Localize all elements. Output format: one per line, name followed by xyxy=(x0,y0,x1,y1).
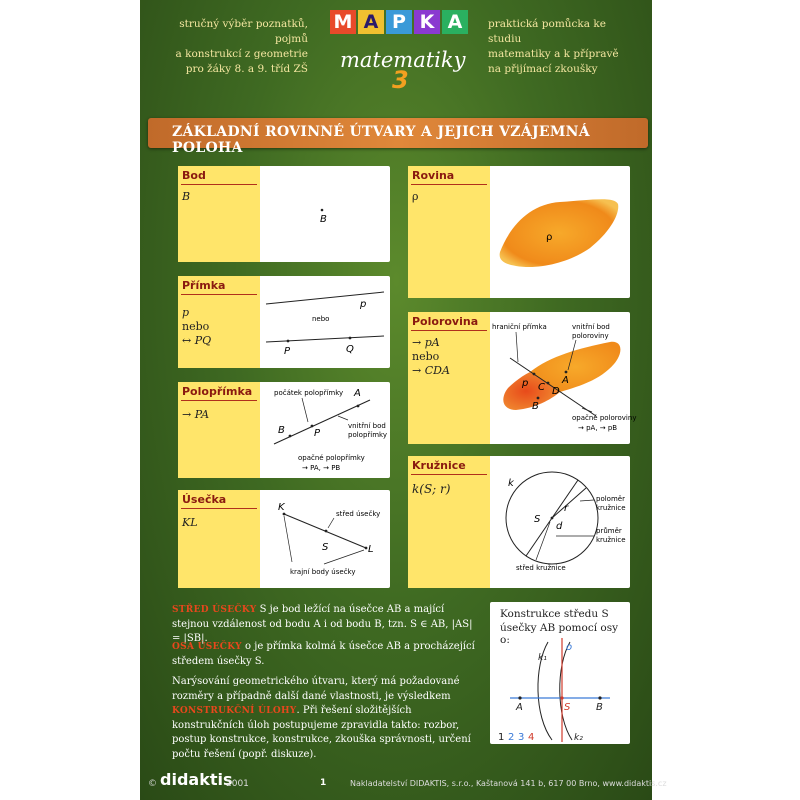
card-title: Polopřímka xyxy=(182,385,253,398)
card-notation: k(S; r) xyxy=(412,482,451,496)
highlight-term: KONSTRUKČNÍ ÚLOHY xyxy=(172,706,297,716)
rovina-figure xyxy=(490,166,630,298)
fig-label: opačné polopřímky xyxy=(298,454,365,462)
card-label xyxy=(408,312,490,444)
fig-label: p xyxy=(522,378,529,389)
step-number: 2 xyxy=(508,732,515,743)
card-label xyxy=(408,166,490,298)
card-label xyxy=(408,456,490,588)
fig-label: S xyxy=(534,514,541,525)
fig-label: poloměr xyxy=(596,495,625,503)
card-notation: nebo xyxy=(182,320,210,333)
card-notation: nebo xyxy=(412,350,440,363)
header-left-line: stručný výběr poznatků, pojmů xyxy=(179,18,308,45)
card-rovina xyxy=(408,166,630,298)
step-number: 3 xyxy=(518,732,525,743)
title-rule xyxy=(411,474,487,475)
fig-label: P xyxy=(314,428,321,439)
card-kruznice xyxy=(408,456,630,588)
title-rule xyxy=(181,294,257,295)
highlight-term: OSA ÚSEČKY xyxy=(172,642,242,652)
fig-label: A xyxy=(562,375,569,386)
fig-label: S xyxy=(322,542,329,553)
fig-label: B xyxy=(278,425,285,436)
fig-label: B xyxy=(320,214,327,225)
logo-letter: A xyxy=(442,10,468,34)
page-number: 1 xyxy=(320,778,327,788)
fig-label: d xyxy=(556,521,563,532)
logo-letter: K xyxy=(414,10,440,34)
copyright-symbol: © xyxy=(148,779,157,789)
card-label xyxy=(178,490,260,588)
card-notation: ρ xyxy=(412,190,419,203)
fig-label: o xyxy=(566,642,573,653)
fig-label: B xyxy=(596,702,603,713)
title-rule xyxy=(181,508,257,509)
card-title: Úsečka xyxy=(182,493,227,506)
card-notation: KL xyxy=(182,516,198,529)
fig-label: A xyxy=(516,702,523,713)
card-label xyxy=(178,276,260,368)
construction-title-line1: Konstrukce středu S xyxy=(500,608,609,620)
logo-letter: A xyxy=(358,10,384,34)
polorovina-figure xyxy=(490,312,637,444)
header-right-line: na přijímací zkoušky xyxy=(488,63,598,75)
card-notation: B xyxy=(182,190,191,203)
fig-label: r xyxy=(564,503,569,514)
card-notation: → CDA xyxy=(412,364,450,377)
paragraph-text: o je přímka kolmá k úsečce AB a procházející středem úsečky S. xyxy=(172,641,475,667)
title-band xyxy=(148,118,648,156)
card-title: Bod xyxy=(182,169,206,182)
fig-label: S xyxy=(564,702,571,713)
footer-year: 2001 xyxy=(226,779,249,789)
card-title: Přímka xyxy=(182,279,226,292)
header-left-line: a konstrukcí z geometrie xyxy=(175,48,308,60)
card-label xyxy=(178,382,260,478)
card-notation: → PA xyxy=(182,408,210,421)
fig-label: P xyxy=(284,346,291,357)
fig-label: vnitřní bod xyxy=(348,422,386,430)
kruznice-figure xyxy=(490,456,630,588)
paragraph-text: S je bod ležící na úsečce AB a mající stejnou vzdálenost od bodu A i od bodu B, tzn. S ∈ AB, |AS| = |SB|. xyxy=(172,604,473,644)
card-label xyxy=(178,166,260,262)
fig-label: vnitřní bod xyxy=(572,323,610,331)
fig-label: kružnice xyxy=(596,504,626,512)
header-left-line: pro žáky 8. a 9. tříd ZŠ xyxy=(185,63,308,75)
fig-label: opačné poloroviny xyxy=(572,414,637,422)
fig-label: K xyxy=(278,502,285,513)
card-notation: → pA xyxy=(412,336,440,349)
step-number: 4 xyxy=(528,732,535,743)
logo-word: matematiky xyxy=(340,48,466,72)
fig-label: průměr xyxy=(596,527,622,535)
fig-label: A xyxy=(354,388,361,399)
didaktis-logo: didaktis xyxy=(160,770,233,789)
card-title: Polorovina xyxy=(412,315,479,328)
logo-letter: P xyxy=(386,10,412,34)
header-right-line: matematiky a k přípravě xyxy=(488,48,619,60)
fig-label: počátek polopřímky xyxy=(274,389,344,397)
construction-figure xyxy=(490,636,630,744)
fig-label: k₂ xyxy=(574,733,583,743)
title-rule xyxy=(181,400,257,401)
fig-label: C xyxy=(538,382,545,393)
mapka-logo xyxy=(330,10,470,34)
fig-label: k xyxy=(508,478,514,489)
highlight-term: STŘED ÚSEČKY xyxy=(172,605,257,615)
paragraph-konstrukcni-ulohy xyxy=(172,675,477,762)
paragraph-text: . Při řešení složitějších konstrukčních úloh postupujeme zpravidla takto: rozbor, postup konstrukce, konstrukce, zkouška správnosti, určení počtu řešení (popř. diskuze). xyxy=(172,705,471,760)
poloprimka-figure xyxy=(260,382,390,478)
card-notation: ↔ PQ xyxy=(182,334,212,347)
fig-label: hraniční přímka xyxy=(492,323,547,331)
fig-label: nebo xyxy=(312,315,330,323)
fig-label: střed úsečky xyxy=(336,510,381,518)
fig-label: p xyxy=(360,299,367,310)
fig-label: L xyxy=(368,544,374,555)
page-title: ZÁKLADNÍ ROVINNÉ ÚTVARY A JEJICH VZÁJEMNÁ POLOHA xyxy=(172,124,590,156)
logo-number: 3 xyxy=(392,66,409,94)
header-right-text xyxy=(488,17,638,77)
primka-figure xyxy=(260,276,390,368)
fig-label: kružnice xyxy=(596,536,626,544)
step-number: 1 xyxy=(498,732,505,743)
fig-label: polopřímky xyxy=(348,431,387,439)
title-rule xyxy=(411,330,487,331)
fig-label: poloroviny xyxy=(572,332,609,340)
title-rule xyxy=(411,184,487,185)
construction-title-line2: úsečky AB pomocí osy o: xyxy=(500,622,619,646)
fig-label: Q xyxy=(346,344,354,355)
logo-letter: M xyxy=(330,10,356,34)
fig-label: střed kružnice xyxy=(516,564,566,572)
header-left-text xyxy=(158,17,308,77)
fig-label: B xyxy=(532,401,539,412)
header-right-line: praktická pomůcka ke studiu xyxy=(488,18,606,45)
card-poloprimka xyxy=(178,382,390,478)
paragraph-osa-usecky xyxy=(172,640,477,669)
card-usecka xyxy=(178,490,390,588)
fig-label: krajní body úsečky xyxy=(290,568,356,576)
fig-label: → pA, → pB xyxy=(578,424,618,432)
publisher-info: Nakladatelství DIDAKTIS, s.r.o., Kaštanová 141 b, 617 00 Brno, www.didaktis.cz xyxy=(350,779,667,788)
fig-label: k₁ xyxy=(538,653,547,663)
fig-label: → PA, → PB xyxy=(302,464,341,472)
card-primka xyxy=(178,276,390,368)
construction-box xyxy=(490,602,630,744)
usecka-figure xyxy=(260,490,390,588)
title-rule xyxy=(181,184,257,185)
card-title: Kružnice xyxy=(412,459,466,472)
card-bod xyxy=(178,166,390,262)
card-polorovina xyxy=(408,312,637,444)
bod-figure xyxy=(260,166,390,262)
fig-label: D xyxy=(552,386,560,397)
card-title: Rovina xyxy=(412,169,455,182)
paragraph-text: Narýsování geometrického útvaru, který má požadované rozměry a případně další dané vlastnosti, je výsledkem xyxy=(172,676,460,702)
fig-label: ρ xyxy=(546,232,553,243)
card-notation: p xyxy=(182,306,190,319)
